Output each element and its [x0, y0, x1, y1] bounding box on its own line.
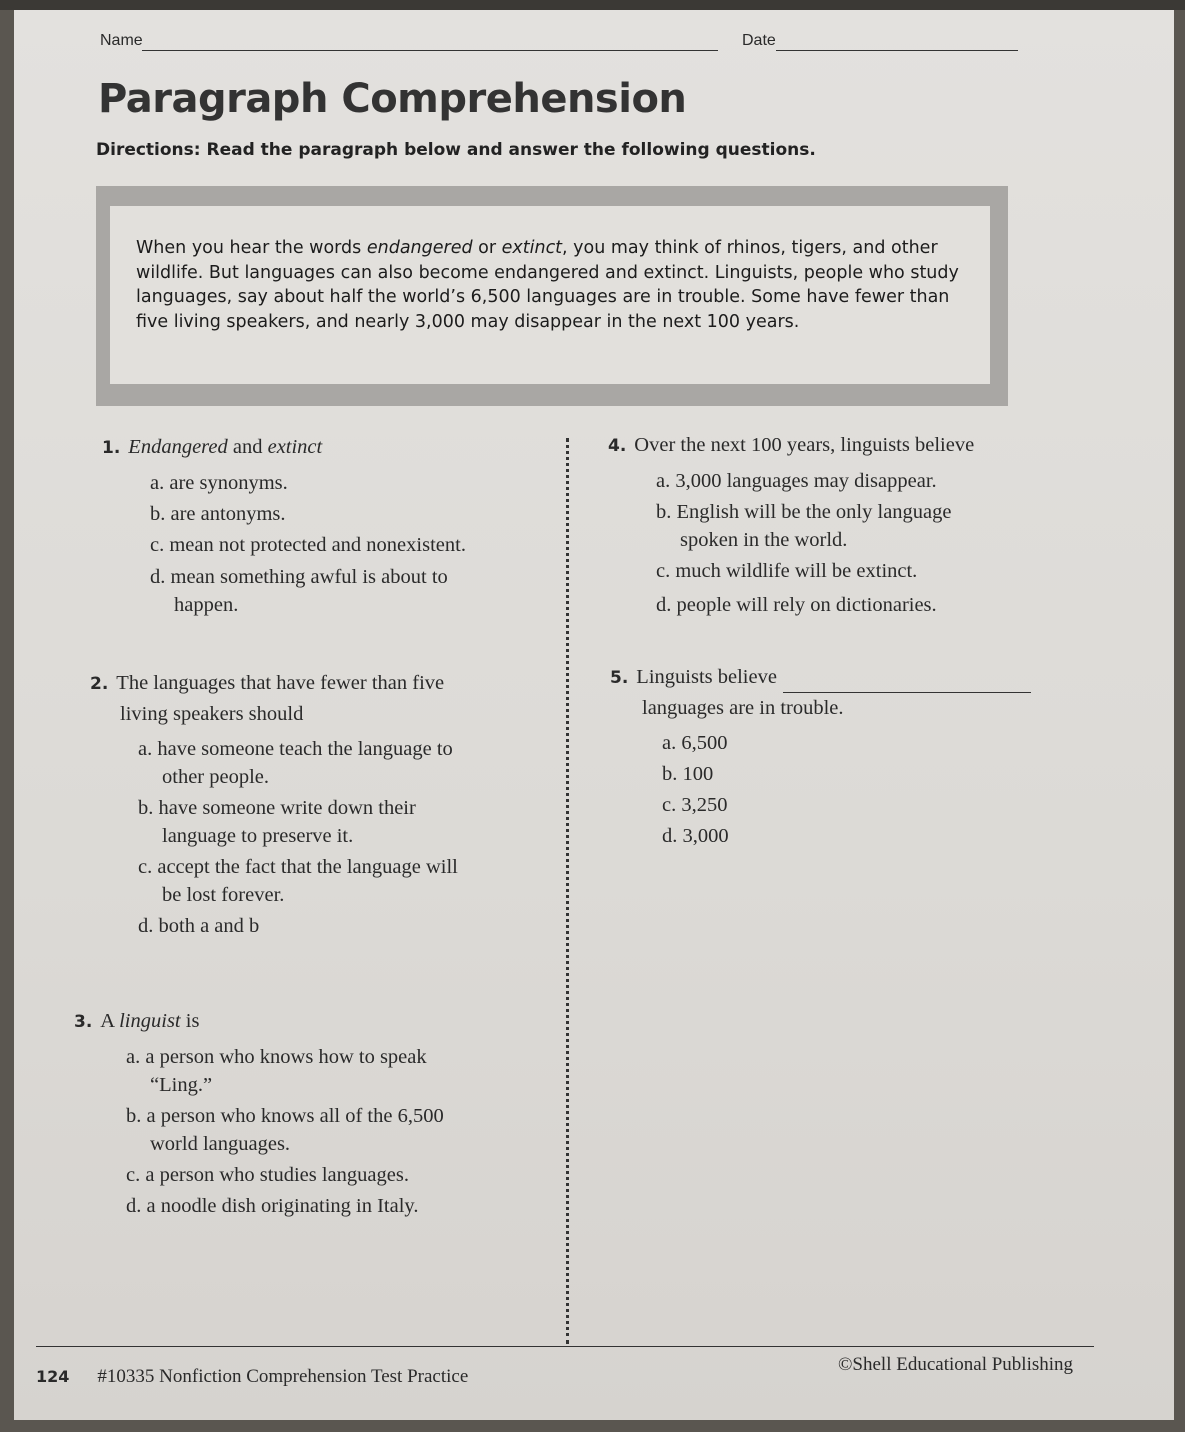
question-2-stem [90, 668, 550, 699]
question-1-option-c[interactable]: c. mean not protected and nonexistent. [150, 534, 466, 556]
question-5-option-d[interactable]: d. 3,000 [662, 825, 729, 847]
question-2-option-a[interactable] [138, 735, 550, 791]
question-2-option-c-line1: c. accept the fact that the language will [138, 856, 458, 878]
question-1-stem [102, 432, 542, 463]
question-2-number: 2. [90, 674, 109, 694]
footer-rule [36, 1346, 1094, 1347]
passage-em-extinct: extinct [501, 238, 563, 258]
question-2-options [90, 735, 550, 940]
question-1 [102, 432, 542, 622]
question-1-stem-mid: and [227, 436, 268, 458]
question-4-option-b[interactable] [656, 498, 1068, 554]
footer-left [36, 1366, 468, 1388]
date-label: Date [742, 32, 776, 49]
passage-part-3: , you may think of rhinos, tigers, and other wildlife. But languages can also become endangered and extinct. Linguists, people who study languages, say about half the world’s 6,500 languages are in trouble. Some have fewer than five living speakers, and nearly 3,000 may disappear in the next 100 years. [136, 238, 959, 332]
question-3-number: 3. [74, 1012, 93, 1032]
question-3-option-d[interactable]: d. a noodle dish originating in Italy. [126, 1195, 419, 1217]
passage-em-endangered: endangered [366, 238, 473, 258]
question-4-option-d[interactable]: d. people will rely on dictionaries. [656, 594, 937, 616]
question-3-option-b[interactable] [126, 1102, 544, 1158]
passage-box [96, 186, 1008, 406]
passage-part-1: When you hear the words [136, 238, 367, 258]
question-3-stem-post: is [180, 1010, 200, 1032]
footer-copyright: ©Shell Educational Publishing [838, 1354, 1074, 1375]
question-1-option-d-line2: happen. [174, 594, 239, 616]
question-3 [74, 1006, 544, 1223]
question-2-stem-line1: The languages that have fewer than five [116, 672, 445, 694]
question-4-stem-text: Over the next 100 years, linguists believe [634, 434, 975, 456]
column-divider [566, 438, 569, 1344]
question-2-option-a-line2: other people. [162, 766, 270, 788]
question-1-option-b[interactable]: b. are antonyms. [150, 503, 286, 525]
question-4 [608, 430, 1068, 622]
question-2-option-b-line1: b. have someone write down their [138, 797, 416, 819]
question-3-option-b-line2: world languages. [150, 1133, 291, 1155]
question-4-number: 4. [608, 436, 627, 456]
worksheet-page [14, 10, 1174, 1420]
question-2-option-a-line1: a. have someone teach the language to [138, 738, 453, 760]
directions-text: Directions: Read the paragraph below and answer the following questions. [96, 140, 816, 160]
question-3-option-a-line1: a. a person who knows how to speak [126, 1046, 427, 1068]
question-2-option-c-line2: be lost forever. [162, 884, 285, 906]
question-5-answer-blank[interactable] [783, 674, 1031, 693]
question-1-option-d-line1: d. mean something awful is about to [150, 566, 448, 588]
question-3-option-a-line2: “Ling.” [150, 1074, 213, 1096]
question-1-option-d[interactable] [150, 563, 542, 619]
question-4-option-c[interactable]: c. much wildlife will be extinct. [656, 560, 918, 582]
question-5-option-c[interactable]: c. 3,250 [662, 794, 728, 816]
question-5-stem-2: languages are in trouble. [642, 697, 844, 719]
question-1-options [102, 469, 542, 619]
question-4-options [608, 467, 1068, 619]
question-3-stem-em: linguist [119, 1010, 181, 1032]
question-5-stem [610, 662, 1070, 693]
question-5-option-b[interactable]: b. 100 [662, 763, 714, 785]
question-5-number: 5. [610, 668, 629, 688]
question-2-stem-2: living speakers should [120, 703, 304, 725]
question-2-option-d[interactable]: d. both a and b [138, 915, 260, 937]
question-3-option-a[interactable] [126, 1043, 544, 1099]
name-blank-line [142, 50, 718, 51]
question-4-option-a[interactable]: a. 3,000 languages may disappear. [656, 470, 937, 492]
passage-part-2: or [472, 238, 502, 258]
question-1-stem-em1: Endangered [128, 436, 228, 458]
page-number: 124 [36, 1367, 70, 1386]
question-1-option-a[interactable]: a. are synonyms. [150, 472, 288, 494]
question-2 [90, 668, 550, 943]
question-1-stem-em2: extinct [267, 436, 323, 458]
question-3-stem [74, 1006, 544, 1037]
question-5 [610, 662, 1070, 853]
question-2-option-b-line2: language to preserve it. [162, 825, 354, 847]
question-3-options [74, 1043, 544, 1220]
question-5-stem-line1: Linguists believe [636, 666, 777, 688]
question-1-number: 1. [102, 438, 121, 458]
name-date-row [100, 32, 1020, 56]
background-edge [0, 0, 1185, 10]
page-title: Paragraph Comprehension [98, 76, 687, 122]
question-4-option-b-line1: b. English will be the only language [656, 501, 952, 523]
question-4-option-b-line2: spoken in the world. [680, 529, 848, 551]
question-5-option-a[interactable]: a. 6,500 [662, 732, 728, 754]
passage-text [110, 206, 990, 384]
question-4-stem [608, 430, 1068, 461]
question-2-option-b[interactable] [138, 794, 550, 850]
question-2-option-c[interactable] [138, 853, 550, 909]
question-3-option-b-line1: b. a person who knows all of the 6,500 [126, 1105, 444, 1127]
book-title: #10335 Nonfiction Comprehension Test Practice [97, 1366, 469, 1387]
question-3-option-c[interactable]: c. a person who studies languages. [126, 1164, 409, 1186]
question-3-stem-pre: A [100, 1010, 120, 1032]
question-5-options [610, 729, 1070, 850]
date-blank-line [776, 50, 1018, 51]
name-label: Name [100, 32, 143, 49]
